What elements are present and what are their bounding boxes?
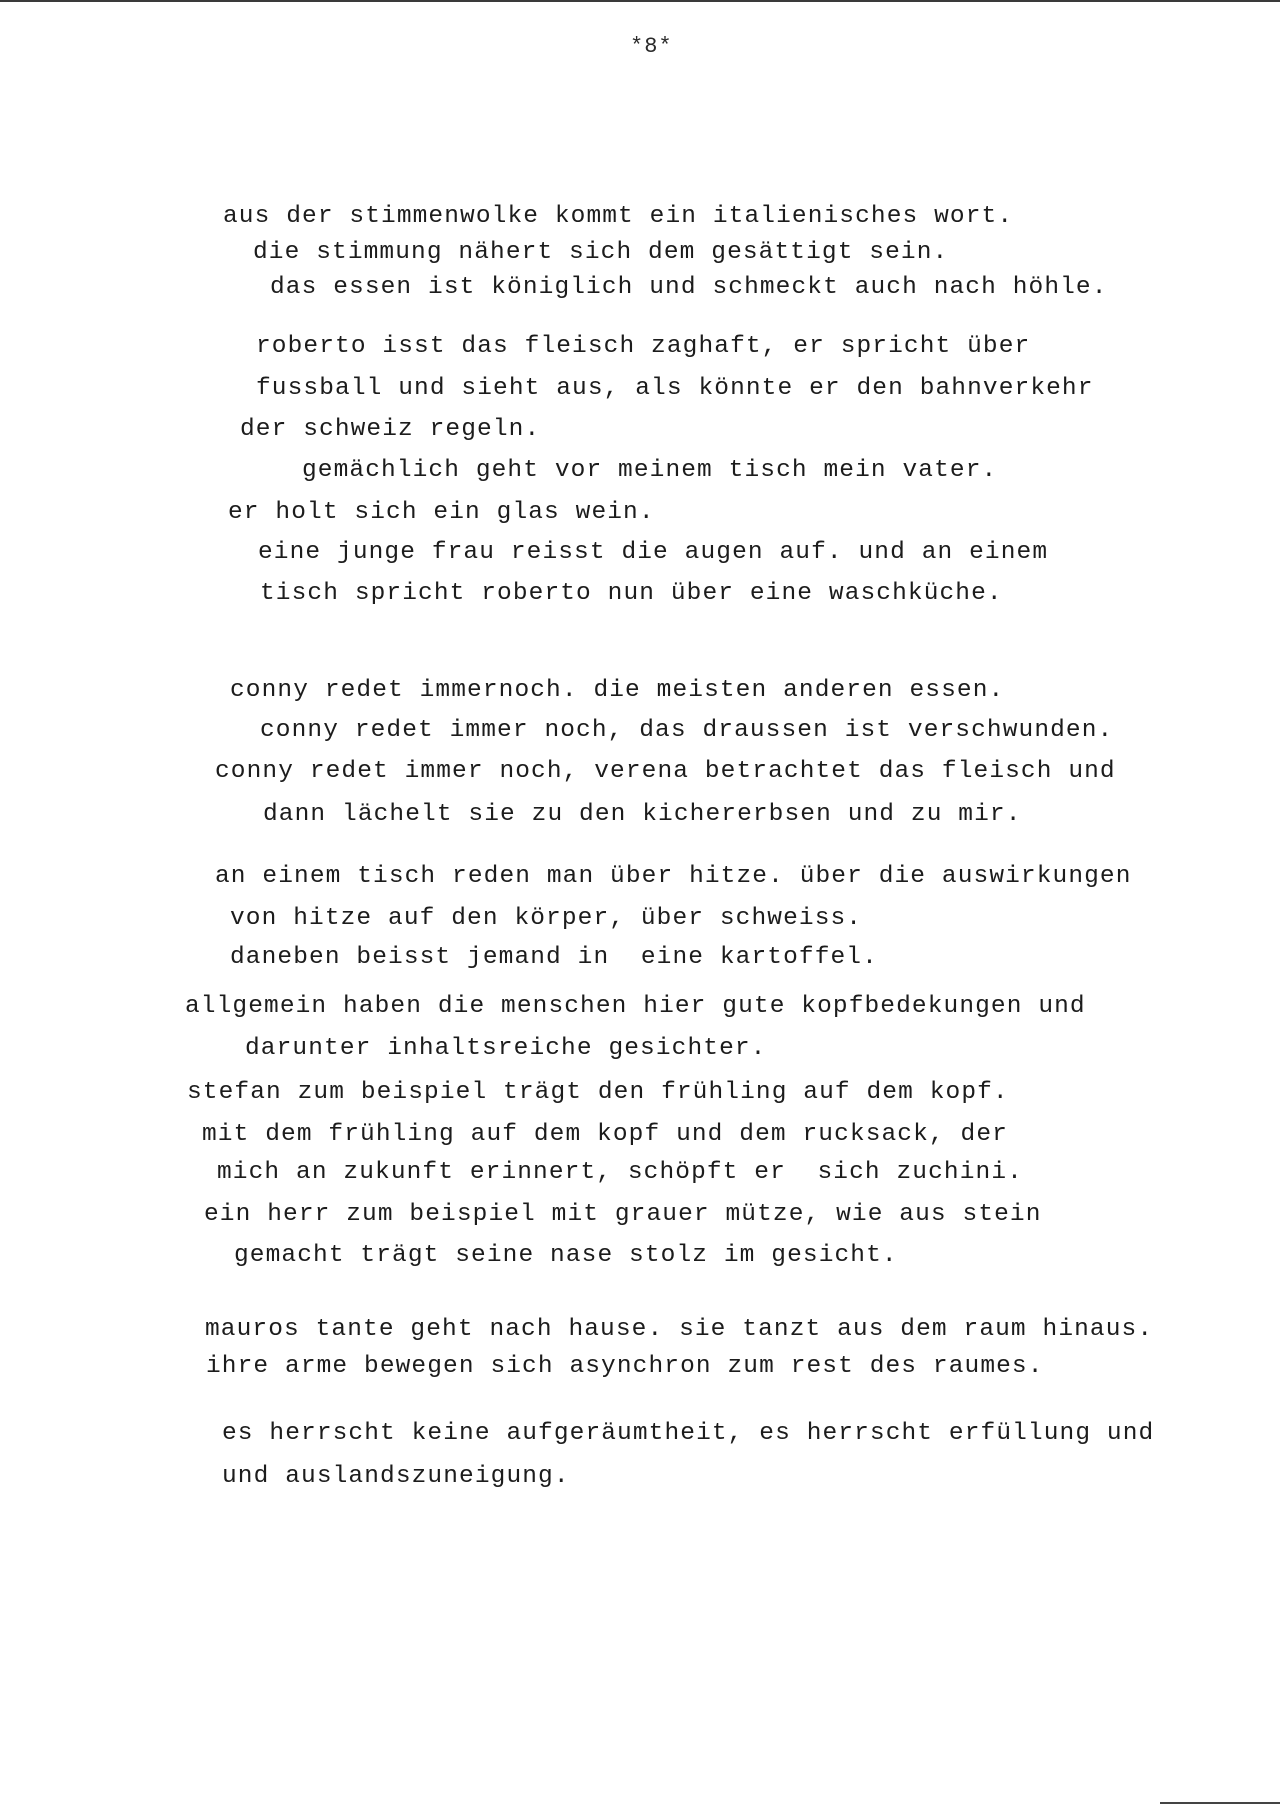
text-line: daneben beisst jemand in eine kartoffel.	[230, 944, 878, 971]
text-line: gemächlich geht vor meinem tisch mein vater.	[302, 457, 998, 484]
text-line: eine junge frau reisst die augen auf. und an einem	[258, 539, 1049, 566]
text-line: conny redet immer noch, verena betrachtet das fleisch und	[215, 758, 1116, 785]
text-line: fussball und sieht aus, als könnte er den bahnverkehr	[256, 375, 1094, 402]
text-line: conny redet immer noch, das draussen ist verschwunden.	[260, 717, 1114, 744]
text-line: und auslandszuneigung.	[222, 1463, 570, 1490]
text-line: mauros tante geht nach hause. sie tanzt aus dem raum hinaus.	[205, 1316, 1154, 1343]
text-line: roberto isst das fleisch zaghaft, er spricht über	[256, 333, 1031, 360]
text-line: von hitze auf den körper, über schweiss.	[230, 905, 863, 932]
text-line: stefan zum beispiel trägt den frühling auf dem kopf.	[187, 1079, 1009, 1106]
text-line: aus der stimmenwolke kommt ein italienisches wort.	[223, 203, 1014, 230]
text-line: an einem tisch reden man über hitze. über die auswirkungen	[215, 863, 1132, 890]
text-line: dann lächelt sie zu den kichererbsen und zu mir.	[263, 801, 1022, 828]
text-line: mich an zukunft erinnert, schöpft er sich zuchini.	[217, 1159, 1023, 1186]
text-line: allgemein haben die menschen hier gute kopfbedekungen und	[185, 993, 1086, 1020]
text-line: die stimmung nähert sich dem gesättigt sein.	[253, 239, 949, 266]
text-line: ein herr zum beispiel mit grauer mütze, wie aus stein	[204, 1201, 1042, 1228]
text-line: mit dem frühling auf dem kopf und dem rucksack, der	[202, 1121, 1008, 1148]
text-line: darunter inhaltsreiche gesichter.	[245, 1035, 767, 1062]
text-line: der schweiz regeln.	[240, 416, 541, 443]
text-line: es herrscht keine aufgeräumtheit, es herrscht erfüllung und	[222, 1420, 1155, 1447]
text-line: conny redet immernoch. die meisten anderen essen.	[230, 677, 1005, 704]
text-line: er holt sich ein glas wein.	[228, 499, 655, 526]
top-edge-rule	[0, 0, 1280, 2]
text-line: ihre arme bewegen sich asynchron zum rest des raumes.	[206, 1353, 1044, 1380]
text-line: tisch spricht roberto nun über eine waschküche.	[260, 580, 1003, 607]
page-number: *8*	[630, 34, 673, 59]
text-line: das essen ist königlich und schmeckt auch nach höhle.	[270, 274, 1108, 301]
text-line: gemacht trägt seine nase stolz im gesicht.	[234, 1242, 898, 1269]
